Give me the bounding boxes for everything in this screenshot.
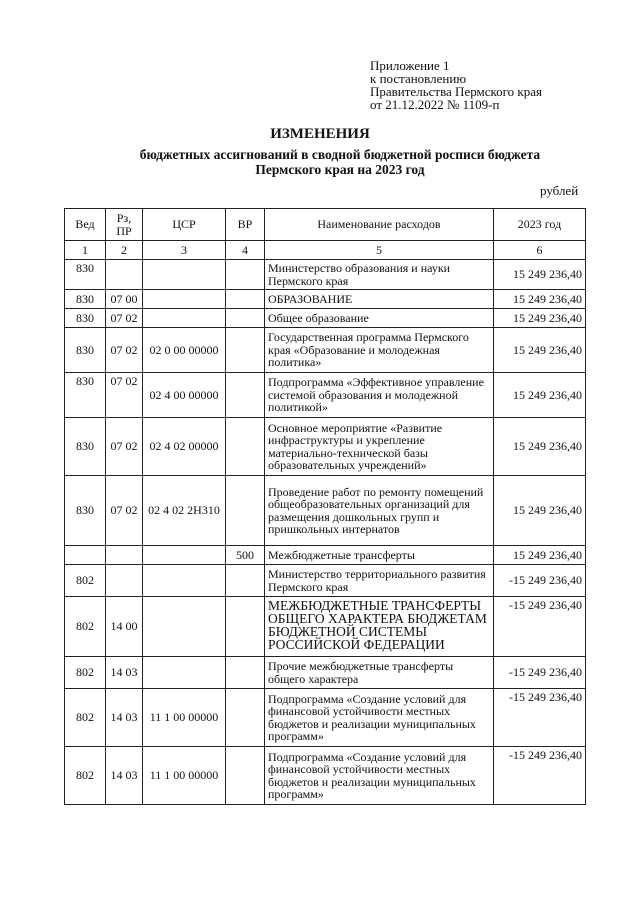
column-number: 3 <box>143 241 226 260</box>
cell-csr <box>143 290 226 309</box>
table-row <box>65 260 586 290</box>
table-row <box>65 546 586 565</box>
cell-rzpr: 14 03 <box>106 747 143 805</box>
cell-ved: 802 <box>65 597 106 657</box>
cell-amount: 15 249 236,40 <box>494 373 586 418</box>
cell-amount: 15 249 236,40 <box>494 476 586 546</box>
cell-name: Межбюджетные трансферты <box>265 546 494 565</box>
cell-vr <box>226 597 265 657</box>
document-subtitle <box>60 147 620 177</box>
cell-rzpr: 14 03 <box>106 657 143 689</box>
cell-csr <box>143 657 226 689</box>
cell-ved: 802 <box>65 747 106 805</box>
table-header-row <box>65 209 586 241</box>
column-number: 5 <box>265 241 494 260</box>
cell-vr <box>226 565 265 597</box>
cell-ved: 830 <box>65 309 106 328</box>
cell-ved: 830 <box>65 418 106 476</box>
cell-csr: 11 1 00 00000 <box>143 747 226 805</box>
cell-amount: -15 249 236,40 <box>494 747 586 805</box>
appendix-line: Приложение 1 <box>370 58 450 73</box>
appendix-line: Правительства Пермского края <box>370 84 542 99</box>
cell-ved: 830 <box>65 260 106 290</box>
table-row <box>65 657 586 689</box>
cell-csr: 02 4 02 00000 <box>143 418 226 476</box>
cell-name: ОБРАЗОВАНИЕ <box>265 290 494 309</box>
cell-csr <box>143 260 226 290</box>
cell-name: Министерство образования и науки Пермского края <box>265 260 494 290</box>
cell-amount: -15 249 236,40 <box>494 565 586 597</box>
cell-name: Подпрограмма «Создание условий для финансовой устойчивости местных бюджетов и реализации муниципальных программ» <box>265 747 494 805</box>
cell-rzpr: 07 00 <box>106 290 143 309</box>
table-row <box>65 328 586 373</box>
cell-name: Проведение работ по ремонту помещений общеобразовательных организаций для размещения дошкольных групп и пришкольных интернатов <box>265 476 494 546</box>
cell-name: Общее образование <box>265 309 494 328</box>
table-row <box>65 476 586 546</box>
cell-vr <box>226 476 265 546</box>
budget-table <box>64 208 586 805</box>
appendix-line: от 21.12.2022 № 1109-п <box>370 97 500 112</box>
table-row <box>65 290 586 309</box>
header-ved: Вед <box>65 209 106 241</box>
table-row <box>65 373 586 418</box>
cell-csr: 02 0 00 00000 <box>143 328 226 373</box>
table-row <box>65 565 586 597</box>
cell-rzpr: 07 02 <box>106 328 143 373</box>
cell-name: МЕЖБЮДЖЕТНЫЕ ТРАНСФЕРТЫ ОБЩЕГО ХАРАКТЕРА БЮДЖЕТАМ БЮДЖЕТНОЙ СИСТЕМЫ РОССИЙСКОЙ ФЕДЕРАЦИИ <box>265 597 494 657</box>
header-name: Наименование расходов <box>265 209 494 241</box>
cell-rzpr <box>106 546 143 565</box>
cell-ved: 802 <box>65 657 106 689</box>
column-number: 4 <box>226 241 265 260</box>
cell-rzpr: 07 02 <box>106 309 143 328</box>
cell-rzpr: 14 03 <box>106 689 143 747</box>
cell-ved: 802 <box>65 689 106 747</box>
column-number: 1 <box>65 241 106 260</box>
cell-name: Подпрограмма «Эффективное управление системой образования и молодежной политикой» <box>265 373 494 418</box>
cell-rzpr: 14 00 <box>106 597 143 657</box>
header-rzpr: Рз, ПР <box>106 209 143 241</box>
cell-rzpr <box>106 565 143 597</box>
cell-vr <box>226 309 265 328</box>
cell-name: Прочие межбюджетные трансферты общего характера <box>265 657 494 689</box>
table-row <box>65 309 586 328</box>
cell-vr <box>226 747 265 805</box>
cell-rzpr: 07 02 <box>106 476 143 546</box>
cell-csr <box>143 309 226 328</box>
cell-ved <box>65 546 106 565</box>
header-vr: ВР <box>226 209 265 241</box>
cell-csr <box>143 597 226 657</box>
cell-vr <box>226 373 265 418</box>
header-year: 2023 год <box>494 209 586 241</box>
cell-csr <box>143 565 226 597</box>
cell-amount: -15 249 236,40 <box>494 597 586 657</box>
cell-ved: 802 <box>65 565 106 597</box>
cell-vr <box>226 290 265 309</box>
cell-name: Министерство территориального развития Пермского края <box>265 565 494 597</box>
cell-amount: 15 249 236,40 <box>494 260 586 290</box>
cell-rzpr: 07 02 <box>106 418 143 476</box>
cell-amount: -15 249 236,40 <box>494 689 586 747</box>
subtitle-line: бюджетных ассигнований в сводной бюджетной росписи бюджета <box>139 147 541 162</box>
cell-amount: 15 249 236,40 <box>494 309 586 328</box>
cell-amount: 15 249 236,40 <box>494 546 586 565</box>
cell-vr <box>226 657 265 689</box>
cell-vr <box>226 689 265 747</box>
table-row <box>65 418 586 476</box>
table-row <box>65 689 586 747</box>
cell-ved: 830 <box>65 476 106 546</box>
column-number-row <box>65 241 586 260</box>
table-row <box>65 747 586 805</box>
subtitle-line: Пермского края на 2023 год <box>255 162 425 177</box>
cell-csr: 02 4 00 00000 <box>143 373 226 418</box>
column-number: 2 <box>106 241 143 260</box>
cell-vr <box>226 260 265 290</box>
table-row <box>65 597 586 657</box>
cell-rzpr: 07 02 <box>106 373 143 418</box>
cell-name: Государственная программа Пермского края «Образование и молодежная политика» <box>265 328 494 373</box>
document-title: ИЗМЕНЕНИЯ <box>270 126 370 142</box>
cell-rzpr <box>106 260 143 290</box>
cell-amount: 15 249 236,40 <box>494 328 586 373</box>
cell-amount: 15 249 236,40 <box>494 418 586 476</box>
cell-vr <box>226 328 265 373</box>
cell-name: Основное мероприятие «Развитие инфраструктуры и укрепление материально-технической базы образовательных учреждений» <box>265 418 494 476</box>
header-csr: ЦСР <box>143 209 226 241</box>
cell-vr <box>226 418 265 476</box>
units-label: рублей <box>540 183 579 198</box>
cell-ved: 830 <box>65 373 106 418</box>
cell-amount: 15 249 236,40 <box>494 290 586 309</box>
cell-csr <box>143 546 226 565</box>
column-number: 6 <box>494 241 586 260</box>
cell-vr: 500 <box>226 546 265 565</box>
cell-name: Подпрограмма «Создание условий для финансовой устойчивости местных бюджетов и реализации муниципальных программ» <box>265 689 494 747</box>
cell-ved: 830 <box>65 290 106 309</box>
cell-ved: 830 <box>65 328 106 373</box>
cell-amount: -15 249 236,40 <box>494 657 586 689</box>
cell-csr: 02 4 02 2Н310 <box>143 476 226 546</box>
cell-csr: 11 1 00 00000 <box>143 689 226 747</box>
appendix-block <box>370 59 542 111</box>
appendix-line: к постановлению <box>370 71 467 86</box>
